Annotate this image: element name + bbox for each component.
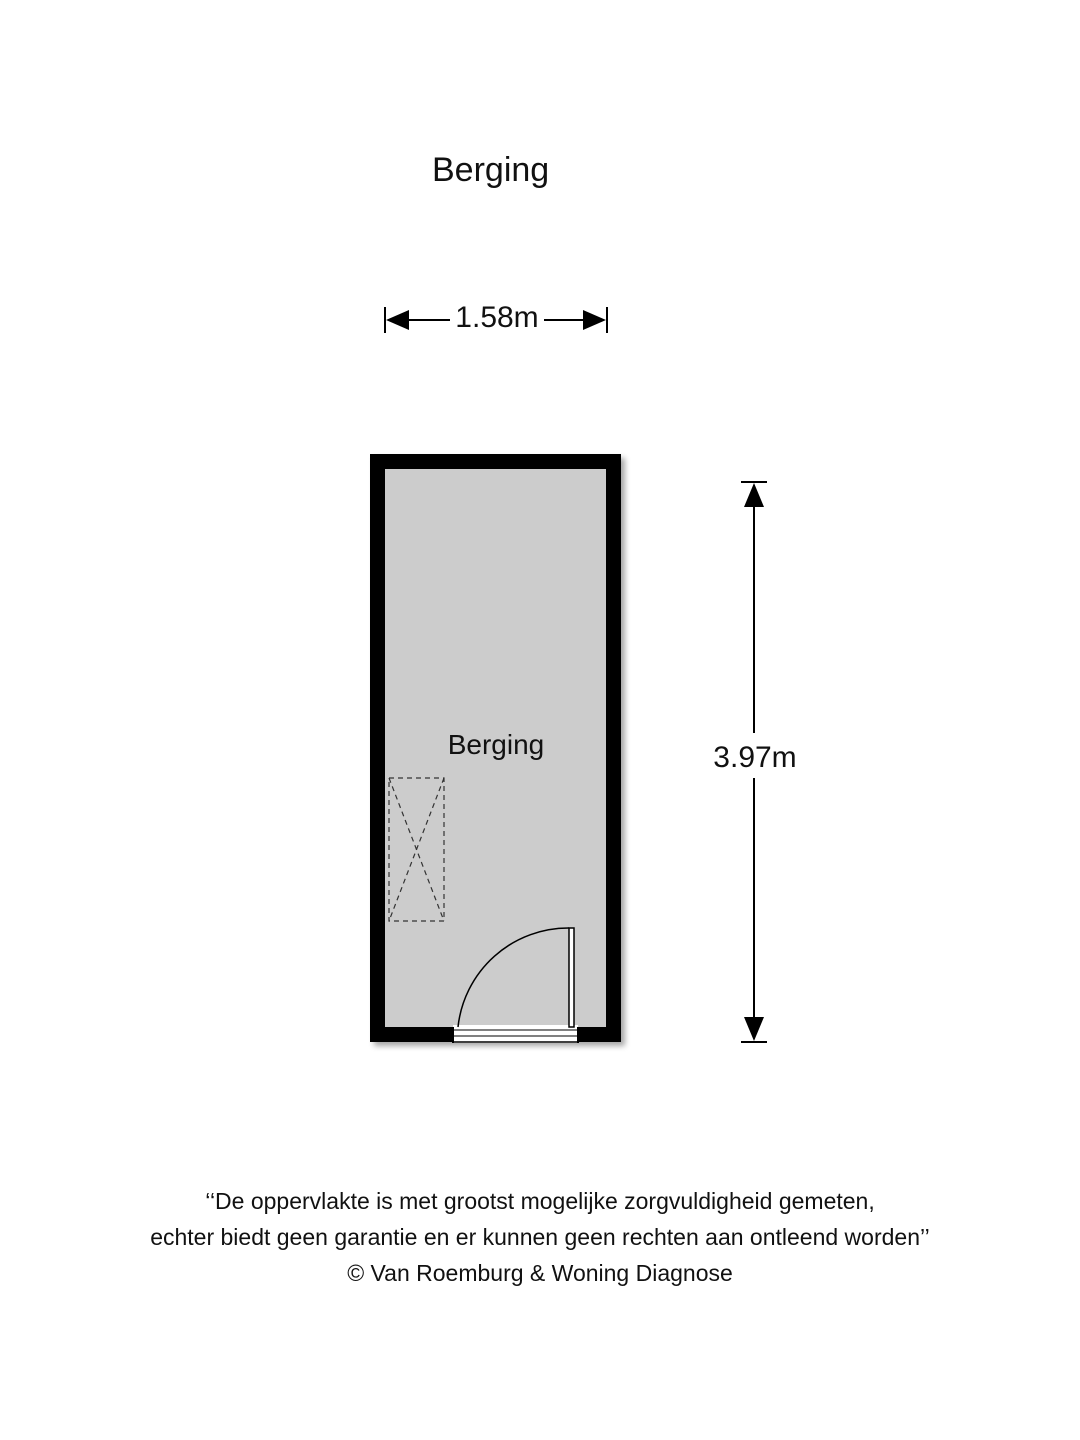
- room-label: Berging: [447, 729, 545, 760]
- height-arrow-bottom-icon: [744, 1017, 764, 1041]
- door-opening: [453, 1025, 578, 1043]
- height-dimension: [713, 482, 796, 1042]
- width-label: 1.58m: [455, 301, 539, 334]
- door-leaf: [569, 928, 574, 1027]
- room-berging: [370, 454, 621, 1043]
- width-dimension: [385, 301, 607, 334]
- disclaimer-line-1: ‘‘De oppervlakte is met grootst mogelijke zorgvuldigheid gemeten,: [205, 1188, 875, 1214]
- height-arrow-top-icon: [744, 483, 764, 507]
- plan-title: Berging: [432, 151, 550, 189]
- width-arrow-right-icon: [583, 310, 606, 330]
- height-label: 3.97m: [713, 741, 797, 774]
- width-arrow-left-icon: [386, 310, 409, 330]
- copyright-notice: © Van Roemburg & Woning Diagnose: [347, 1260, 733, 1286]
- disclaimer: [0, 1183, 1080, 1291]
- disclaimer-line-2: echter biedt geen garantie en er kunnen geen rechten aan ontleend worden’’: [150, 1224, 930, 1250]
